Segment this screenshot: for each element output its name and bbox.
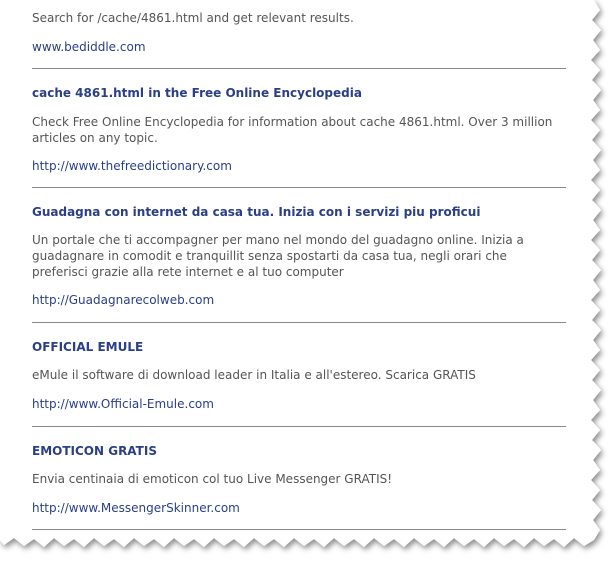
result-title-link[interactable]: OFFICIAL EMULE bbox=[32, 340, 144, 354]
result-title-link[interactable]: EMOTICON GRATIS bbox=[32, 444, 157, 458]
result-url-link[interactable]: www.bediddle.com bbox=[32, 40, 146, 54]
result-description: Search for /cache/4861.html and get relevant results. bbox=[32, 11, 354, 25]
result-item bbox=[32, 0, 566, 69]
result-title-link[interactable]: cache 4861.html in the Free Online Encyclopedia bbox=[32, 86, 362, 100]
result-item bbox=[32, 323, 566, 427]
result-description: Envia centinaia di emoticon col tuo Live Messenger GRATIS! bbox=[32, 472, 393, 486]
result-title-link[interactable]: Guadagna con internet da casa tua. Inizia con i servizi piu proficui bbox=[32, 205, 481, 219]
result-item bbox=[32, 188, 566, 323]
result-description: eMule il software di download leader in Italia e all'estereo. Scarica GRATIS bbox=[32, 368, 476, 382]
result-item bbox=[32, 427, 566, 530]
result-url-link[interactable]: http://www.MessengerSkinner.com bbox=[32, 501, 240, 515]
result-item bbox=[32, 69, 566, 188]
result-url-link[interactable]: http://Guadagnarecolweb.com bbox=[32, 293, 215, 307]
search-results-list bbox=[32, 0, 566, 540]
result-url-link[interactable]: http://www.Official-Emule.com bbox=[32, 397, 214, 411]
result-description: Check Free Online Encyclopedia for information about cache 4861.html. Over 3 million articles on any topic. bbox=[32, 115, 553, 145]
result-url-link[interactable]: http://www.thefreedictionary.com bbox=[32, 159, 232, 173]
result-description: Un portale che ti accompagner per mano nel mondo del guadagno online. Inizia a guadagnare in comodit e tranquillit senza spostarti da casa tua, negli orari che preferisci grazie alla rete internet e al tuo computer bbox=[32, 233, 524, 279]
